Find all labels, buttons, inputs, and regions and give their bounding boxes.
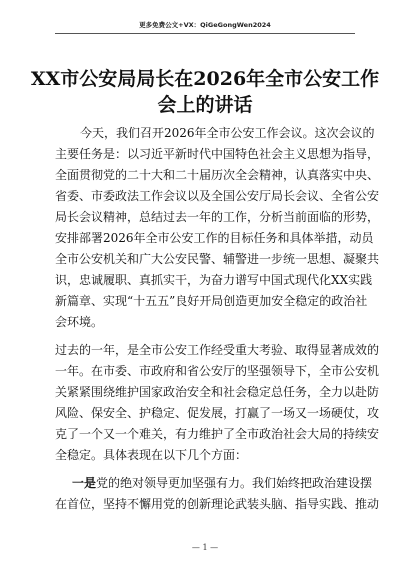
p1-line: 新篇章、实现“十五五”良好开局创造更加安全稳定的政治社 bbox=[55, 294, 368, 308]
p1-line: 会环境。 bbox=[55, 315, 104, 329]
title-line-1: XX市公安局局长在2026年全市公安工作 bbox=[30, 68, 380, 90]
p3-line1-rest: 党的绝对领导更加坚强有力。我们始终把政治建设摆 bbox=[96, 476, 373, 490]
p1-line: 主要任务是：以习近平新时代中国特色社会主义思想为指导， bbox=[55, 147, 380, 161]
p2-line: 克了一个又一个难关，有力维护了全市政治社会大局的持续安 bbox=[55, 427, 380, 441]
p1-line: 全市公安机关和广大公安民警、辅警进一步统一思想、凝聚共 bbox=[55, 252, 380, 266]
header-divider bbox=[55, 33, 355, 34]
p2-line: 全稳定。具体表现在以下几个方面： bbox=[55, 448, 248, 462]
p3-lead: 一是 bbox=[72, 476, 97, 490]
p3-line: 在首位，坚持不懈用党的创新理论武装头脑、指导实践、推动 bbox=[55, 497, 380, 511]
promo-header: 更多免费公文+VX：QiGeGongWen2024 bbox=[139, 21, 271, 29]
p2-line: 过去的一年，是全市公安工作经受重大考验、取得显著成效的 bbox=[55, 343, 380, 357]
p2-line: 风险、保安全、护稳定、促发展，打赢了一场又一场硬仗，攻 bbox=[55, 406, 380, 420]
p1-line: 安排部署2026年全市公安工作的目标任务和具体举措，动员 bbox=[55, 231, 374, 245]
p2-line: 一年。在市委、市政府和省公安厅的坚强领导下，全市公安机 bbox=[55, 364, 380, 378]
p1-line: 省委、市委政法工作会议以及全国公安厅局长会议、全省公安 bbox=[55, 189, 380, 203]
p1-line: 局长会议精神，总结过去一年的工作，分析当前面临的形势， bbox=[55, 210, 380, 224]
p1-line: 全面贯彻党的二十大和二十届历次全会精神，认真落实中央、 bbox=[55, 168, 380, 182]
p1-line: 识，忠诚履职、真抓实干，为奋力谱写中国式现代化XX实践 bbox=[55, 273, 373, 287]
title-line-2: 会上的讲话 bbox=[157, 94, 253, 116]
p2-line: 关紧紧围绕维护国家政治安全和社会稳定总任务，全力以赴防 bbox=[55, 385, 380, 399]
document-title bbox=[0, 66, 410, 118]
p1-line: 今天，我们召开2026年全市公安工作会议。这次会议的 bbox=[80, 126, 375, 140]
p3-line bbox=[72, 476, 372, 490]
page-number: — 1 — bbox=[191, 543, 219, 552]
